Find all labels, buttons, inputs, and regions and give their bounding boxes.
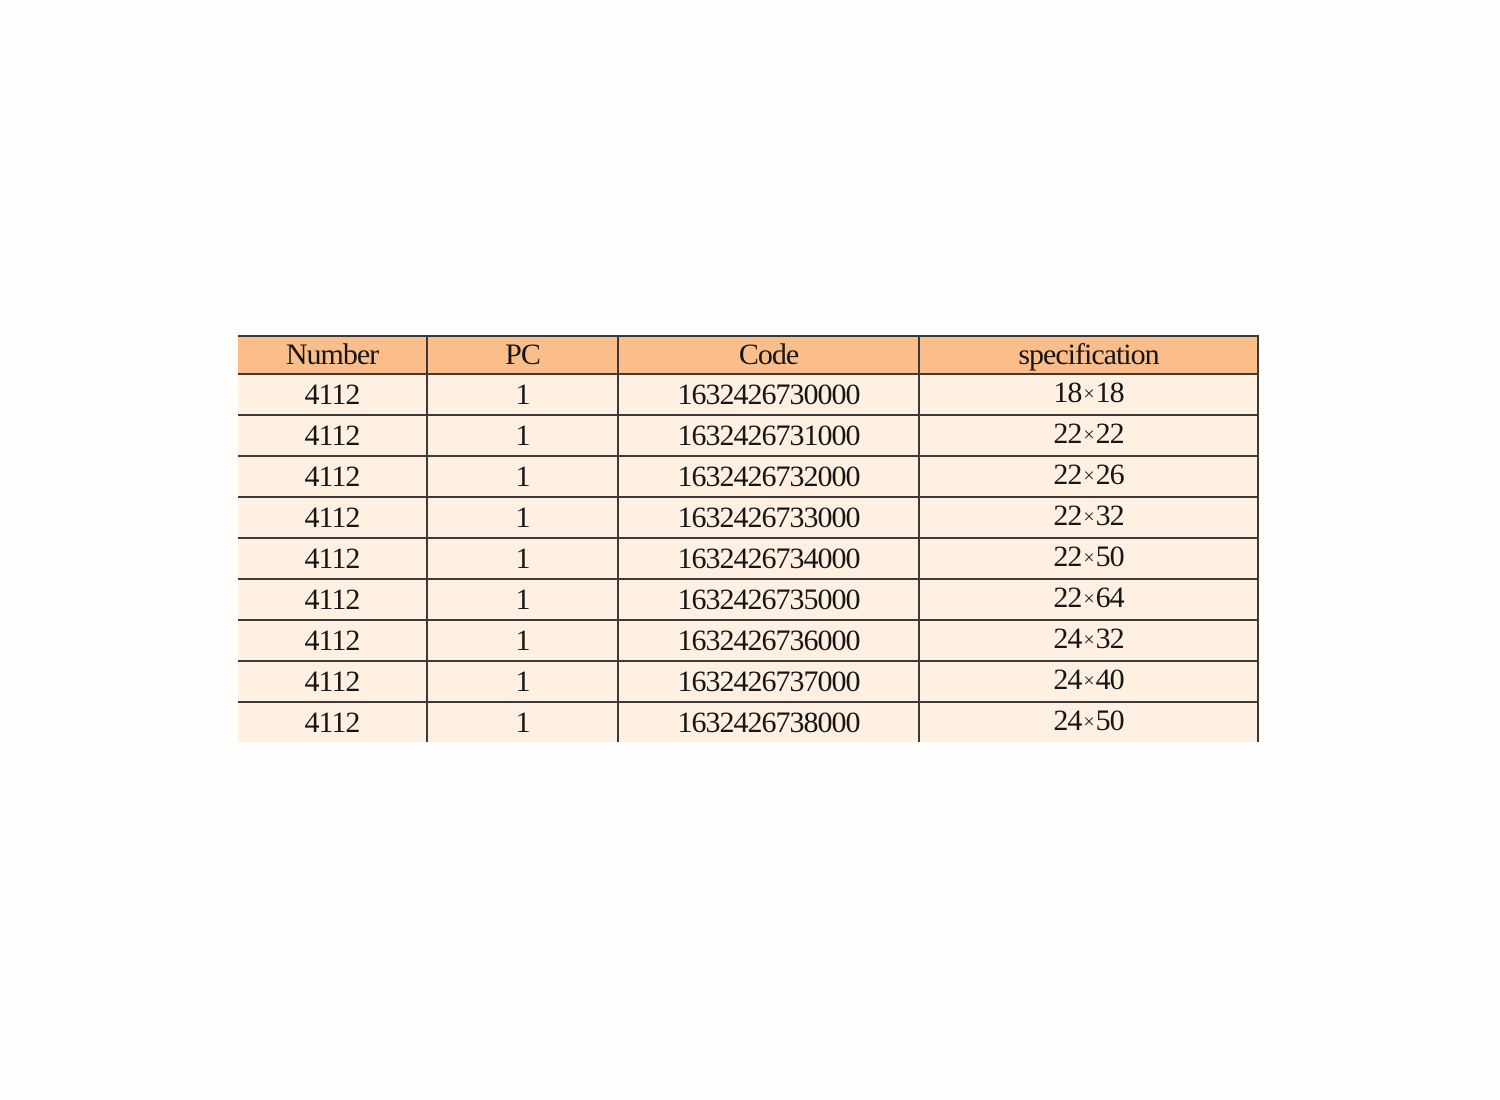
cell-code: 1632426736000 bbox=[618, 620, 919, 661]
spec-width: 22 bbox=[1053, 499, 1082, 532]
cell-number: 4112 bbox=[238, 374, 427, 415]
cell-specification bbox=[919, 620, 1258, 661]
cell-number: 4112 bbox=[238, 702, 427, 742]
cell-pc: 1 bbox=[427, 497, 618, 538]
header-code: Code bbox=[618, 336, 919, 374]
times-sign: × bbox=[1083, 424, 1094, 446]
spec-width: 18 bbox=[1053, 376, 1082, 409]
times-sign: × bbox=[1083, 383, 1094, 405]
cell-pc: 1 bbox=[427, 702, 618, 742]
spec-height: 50 bbox=[1095, 540, 1124, 573]
table-body bbox=[238, 374, 1258, 742]
header-specification: specification bbox=[919, 336, 1258, 374]
spec-height: 26 bbox=[1095, 458, 1124, 491]
table-row bbox=[238, 661, 1258, 702]
cell-pc: 1 bbox=[427, 374, 618, 415]
cell-specification bbox=[919, 497, 1258, 538]
cell-code: 1632426730000 bbox=[618, 374, 919, 415]
cell-number: 4112 bbox=[238, 415, 427, 456]
header-pc: PC bbox=[427, 336, 618, 374]
cell-pc: 1 bbox=[427, 456, 618, 497]
cell-specification bbox=[919, 661, 1258, 702]
header-number: Number bbox=[238, 336, 427, 374]
cell-code: 1632426734000 bbox=[618, 538, 919, 579]
cell-number: 4112 bbox=[238, 579, 427, 620]
cell-number: 4112 bbox=[238, 497, 427, 538]
spec-width: 24 bbox=[1053, 663, 1082, 696]
times-sign: × bbox=[1083, 506, 1094, 528]
cell-pc: 1 bbox=[427, 538, 618, 579]
spec-width: 24 bbox=[1053, 622, 1082, 655]
spec-width: 24 bbox=[1053, 704, 1082, 737]
spec-table bbox=[238, 335, 1259, 742]
table-header bbox=[238, 336, 1258, 374]
cell-number: 4112 bbox=[238, 538, 427, 579]
spec-height: 64 bbox=[1095, 581, 1124, 614]
spec-height: 32 bbox=[1095, 622, 1124, 655]
table-row bbox=[238, 374, 1258, 415]
table-row bbox=[238, 579, 1258, 620]
cell-specification bbox=[919, 579, 1258, 620]
table-row bbox=[238, 415, 1258, 456]
cell-specification bbox=[919, 456, 1258, 497]
header-row bbox=[238, 336, 1258, 374]
times-sign: × bbox=[1083, 711, 1094, 733]
cell-specification bbox=[919, 538, 1258, 579]
spec-height: 50 bbox=[1095, 704, 1124, 737]
spec-height: 32 bbox=[1095, 499, 1124, 532]
cell-number: 4112 bbox=[238, 661, 427, 702]
times-sign: × bbox=[1083, 629, 1094, 651]
table-row bbox=[238, 620, 1258, 661]
spec-height: 18 bbox=[1095, 376, 1124, 409]
times-sign: × bbox=[1083, 670, 1094, 692]
spec-width: 22 bbox=[1053, 581, 1082, 614]
times-sign: × bbox=[1083, 465, 1094, 487]
spec-height: 40 bbox=[1095, 663, 1124, 696]
spec-width: 22 bbox=[1053, 458, 1082, 491]
cell-specification bbox=[919, 702, 1258, 742]
table-row bbox=[238, 702, 1258, 742]
cell-code: 1632426737000 bbox=[618, 661, 919, 702]
cell-pc: 1 bbox=[427, 661, 618, 702]
spec-width: 22 bbox=[1053, 540, 1082, 573]
cell-code: 1632426738000 bbox=[618, 702, 919, 742]
cell-code: 1632426735000 bbox=[618, 579, 919, 620]
cell-pc: 1 bbox=[427, 579, 618, 620]
cell-number: 4112 bbox=[238, 620, 427, 661]
cell-code: 1632426732000 bbox=[618, 456, 919, 497]
table-row bbox=[238, 456, 1258, 497]
times-sign: × bbox=[1083, 547, 1094, 569]
cell-specification bbox=[919, 415, 1258, 456]
table-row bbox=[238, 497, 1258, 538]
times-sign: × bbox=[1083, 588, 1094, 610]
cell-code: 1632426731000 bbox=[618, 415, 919, 456]
cell-pc: 1 bbox=[427, 415, 618, 456]
table-row bbox=[238, 538, 1258, 579]
cell-number: 4112 bbox=[238, 456, 427, 497]
spec-height: 22 bbox=[1095, 417, 1124, 450]
spec-width: 22 bbox=[1053, 417, 1082, 450]
cell-code: 1632426733000 bbox=[618, 497, 919, 538]
cell-pc: 1 bbox=[427, 620, 618, 661]
cell-specification bbox=[919, 374, 1258, 415]
